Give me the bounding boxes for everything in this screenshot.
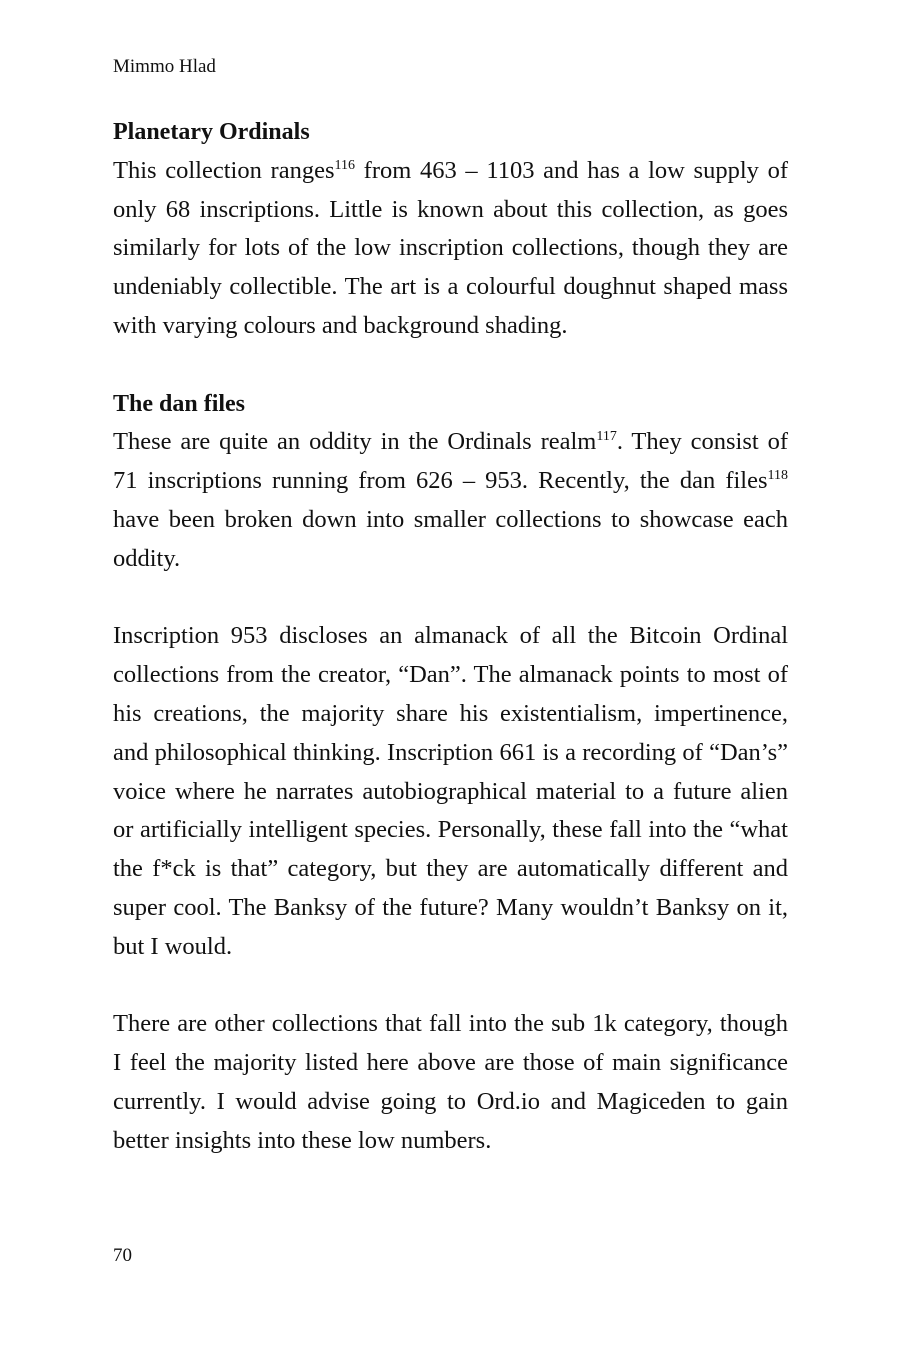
text-run: have been broken down into smaller collections to showcase each oddity. — [113, 505, 788, 572]
page-number: 70 — [113, 1245, 132, 1266]
footnote-ref-117: 117 — [596, 429, 617, 445]
paragraph-dan-files-intro — [113, 423, 788, 578]
footnote-ref-118: 118 — [767, 468, 788, 484]
text-run: This collection ranges — [113, 156, 335, 184]
text-run: from 463 – 1103 and has a low supply of only 68 inscriptions. Little is known about this collection, as goes similarly for lots of the low inscription collections, though they are undeniably collectible. The art is a colourful doughnut shaped mass with varying colours and background shading. — [113, 156, 788, 339]
paragraph-planetary-ordinals — [113, 152, 788, 346]
section-heading-dan-files: The dan files — [113, 390, 246, 417]
book-page — [113, 0, 788, 1350]
running-header-author: Mimmo Hlad — [113, 56, 216, 77]
paragraph-gap — [113, 967, 788, 1006]
paragraph-gap — [113, 579, 788, 618]
text-run: These are quite an oddity in the Ordinals realm — [113, 428, 597, 456]
text-run: . They consist of 71 inscriptions running from 626 – 953. Recently, the dan files — [113, 428, 788, 495]
footnote-ref-116: 116 — [334, 157, 355, 173]
paragraph-other-collections: There are other collections that fall into the sub 1k category, though I feel the majority listed here above are those of main significance currently. I would advise going to Ord.io and Magiceden to gain better insights into these low numbers. — [113, 1010, 788, 1154]
paragraph-inscription-953: Inscription 953 discloses an almanack of all the Bitcoin Ordinal collections from the creator, “Dan”. The almanack points to most of his creations, the majority share his existentialism, impertinence, and philosophical thinking. Inscription 661 is a recording of “Dan’s” voice where he narrates autobiographical material to a future alien or artificially intelligent species. Personally, these fall into the “what the f*ck is that” category, but they are automatically different and super cool. The Banksy of the future? Many wouldn’t Banksy on it, but I would. — [113, 622, 788, 960]
paragraph-gap — [113, 346, 788, 385]
section-heading-planetary-ordinals: Planetary Ordinals — [113, 119, 310, 145]
page-content — [113, 113, 788, 1161]
